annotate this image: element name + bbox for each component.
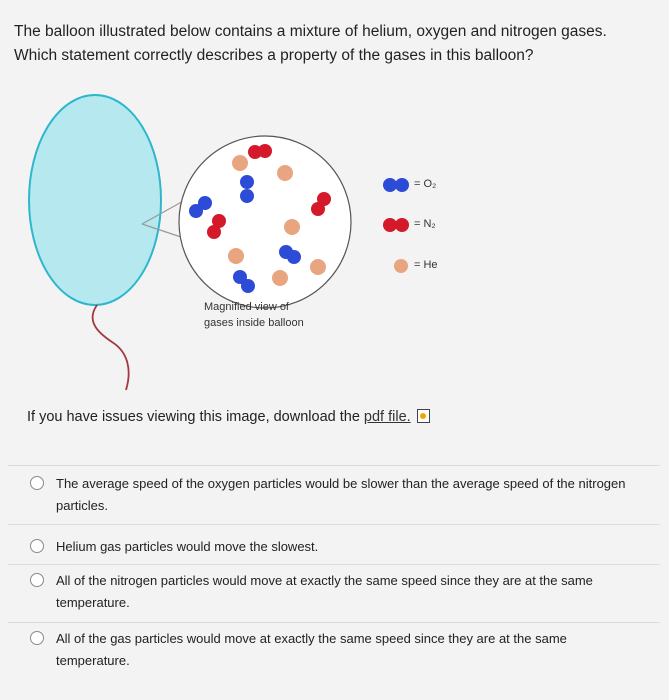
option-label: All of the nitrogen particles would move at exactly the same speed since they are at the same temperature. [56,573,593,610]
nitrogen-atom [258,144,272,158]
balloon-string [93,305,129,390]
legend-o2-label: = O₂ [414,178,437,190]
divider [8,564,660,565]
issues-notice [27,409,430,425]
helium-atom [232,155,248,171]
magnified-view-circle [179,136,351,308]
helium-atom [284,219,300,235]
legend-o2-icon [383,178,409,192]
question-text [14,20,654,68]
balloon-figure [0,90,669,400]
legend-n2-icon [383,218,409,232]
option-label: The average speed of the oxygen particles would be slower than the average speed of the nitrogen particles. [56,476,626,513]
divider [8,622,660,623]
issues-text: If you have issues viewing this image, download the [27,409,364,425]
figure-caption [204,299,304,331]
question-line-1: The balloon illustrated below contains a mixture of helium, oxygen and nitrogen gases. [14,23,607,40]
answer-option-2[interactable] [30,536,640,558]
legend-he-label: = He [414,259,438,271]
balloon [29,95,161,305]
oxygen-atom [287,250,301,264]
oxygen-atom [241,279,255,293]
pdf-file-link[interactable]: pdf file. [363,409,411,425]
legend-n2-label: = N₂ [414,218,436,230]
oxygen-atom [240,189,254,203]
oxygen-atom [198,196,212,210]
divider [8,465,660,466]
divider [8,524,660,525]
answer-option-1[interactable] [30,473,640,517]
helium-atom [272,270,288,286]
question-line-2: Which statement correctly describes a property of the gases in this balloon? [14,47,534,64]
radio-button[interactable] [30,539,44,553]
option-label: All of the gas particles would move at exactly the same speed since they are at the same temperature. [56,631,567,668]
oxygen-atom [240,175,254,189]
caption-line-2: gases inside balloon [204,317,304,329]
helium-atom [310,259,326,275]
answer-option-4[interactable] [30,628,640,672]
nitrogen-atom [212,214,226,228]
legend-he-icon [394,259,408,273]
pdf-file-icon[interactable] [417,409,430,423]
option-label: Helium gas particles would move the slowest. [56,539,319,554]
radio-button[interactable] [30,573,44,587]
caption-line-1: Magnified view of [204,301,289,313]
radio-button[interactable] [30,631,44,645]
answer-option-3[interactable] [30,570,640,614]
helium-atom [277,165,293,181]
helium-atom [228,248,244,264]
nitrogen-atom [317,192,331,206]
radio-button[interactable] [30,476,44,490]
balloon-diagram [0,90,669,400]
